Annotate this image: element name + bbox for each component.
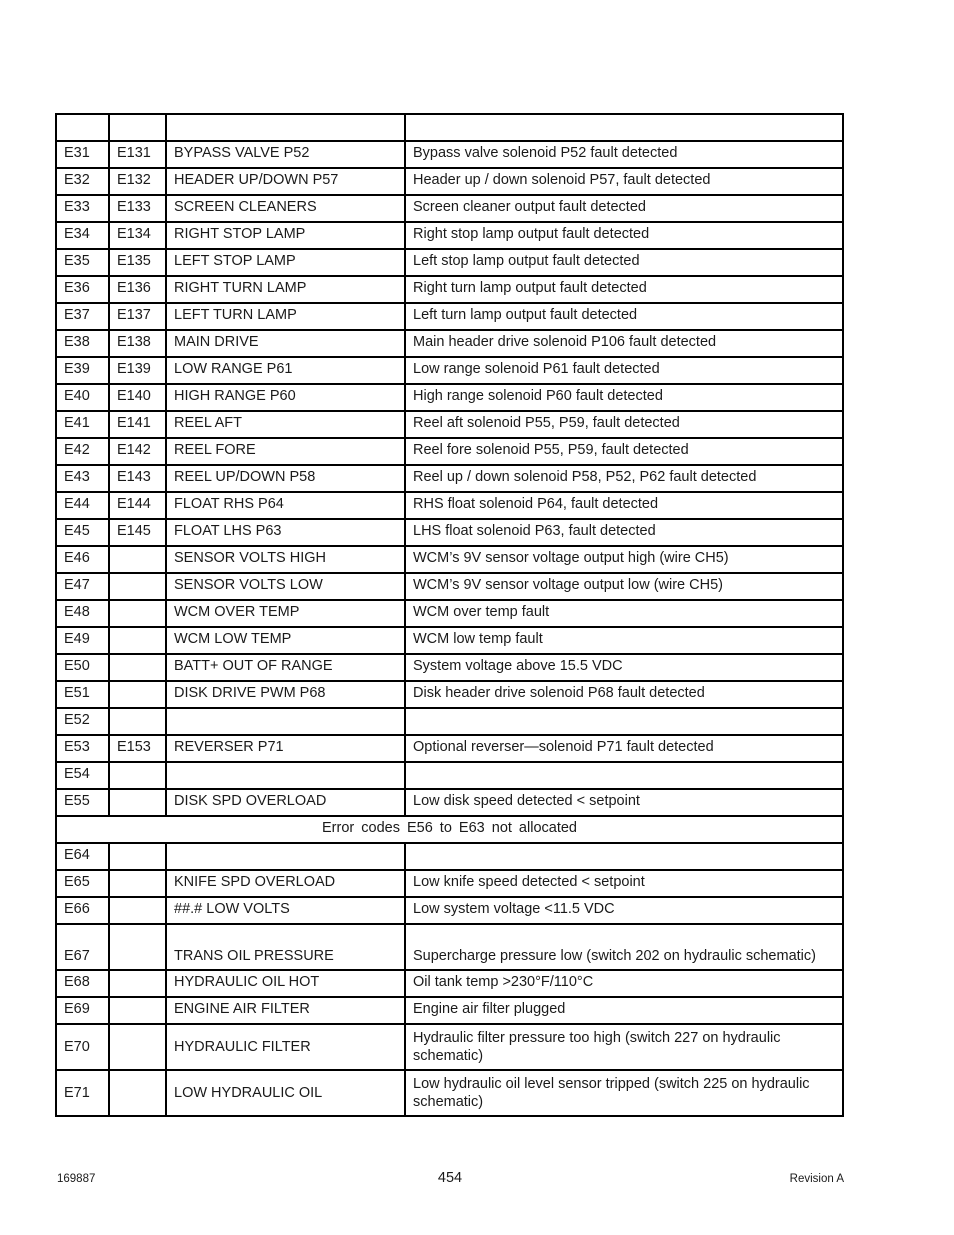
fault-name-cell: REEL AFT [166, 411, 405, 438]
error-code-cell: E69 [56, 997, 109, 1024]
description-cell: RHS float solenoid P64, fault detected [405, 492, 843, 519]
description-cell [405, 708, 843, 735]
table-row [56, 141, 843, 168]
fault-name-cell: SENSOR VOLTS LOW [166, 573, 405, 600]
table-row [56, 573, 843, 600]
alt-code-cell: E153 [109, 735, 166, 762]
table-row [56, 222, 843, 249]
alt-code-cell: E135 [109, 249, 166, 276]
fault-name-cell: REVERSER P71 [166, 735, 405, 762]
alt-code-cell: E138 [109, 330, 166, 357]
alt-code-cell [109, 681, 166, 708]
alt-code-cell [109, 970, 166, 997]
description-cell: Low disk speed detected < setpoint [405, 789, 843, 816]
table-row [56, 816, 843, 843]
table-row [56, 870, 843, 897]
description-cell: Low hydraulic oil level sensor tripped (switch 225 on hydraulic schematic) [405, 1070, 843, 1116]
table-row [56, 897, 843, 924]
fault-name-cell: HYDRAULIC OIL HOT [166, 970, 405, 997]
error-code-cell: E64 [56, 843, 109, 870]
header-cell [109, 114, 166, 141]
description-cell: WCM’s 9V sensor voltage output low (wire CH5) [405, 573, 843, 600]
fault-name-cell: HYDRAULIC FILTER [166, 1024, 405, 1070]
error-code-cell: E35 [56, 249, 109, 276]
fault-name-cell: SENSOR VOLTS HIGH [166, 546, 405, 573]
alt-code-cell [109, 654, 166, 681]
alt-code-cell [109, 924, 166, 970]
description-cell: Screen cleaner output fault detected [405, 195, 843, 222]
fault-name-cell: DISK SPD OVERLOAD [166, 789, 405, 816]
fault-name-cell: BYPASS VALVE P52 [166, 141, 405, 168]
description-cell: WCM over temp fault [405, 600, 843, 627]
table-row [56, 411, 843, 438]
fault-name-cell: DISK DRIVE PWM P68 [166, 681, 405, 708]
table-row [56, 465, 843, 492]
description-cell: Reel aft solenoid P55, P59, fault detected [405, 411, 843, 438]
error-code-cell: E49 [56, 627, 109, 654]
unallocated-note: Error codes E56 to E63 not allocated [56, 816, 843, 843]
header-cell [56, 114, 109, 141]
description-cell: Header up / down solenoid P57, fault detected [405, 168, 843, 195]
alt-code-cell: E143 [109, 465, 166, 492]
fault-name-cell: LEFT STOP LAMP [166, 249, 405, 276]
error-code-cell: E37 [56, 303, 109, 330]
table-row [56, 330, 843, 357]
header-cell [405, 114, 843, 141]
alt-code-cell [109, 897, 166, 924]
table-row [56, 303, 843, 330]
alt-code-cell [109, 870, 166, 897]
header-cell [166, 114, 405, 141]
error-code-cell: E53 [56, 735, 109, 762]
error-code-cell: E33 [56, 195, 109, 222]
error-code-cell: E52 [56, 708, 109, 735]
table-header-row [56, 114, 843, 141]
description-cell: Hydraulic filter pressure too high (switch 227 on hydraulic schematic) [405, 1024, 843, 1070]
alt-code-cell: E144 [109, 492, 166, 519]
table-row [56, 1024, 843, 1070]
error-code-cell: E42 [56, 438, 109, 465]
error-code-cell: E43 [56, 465, 109, 492]
description-cell: Reel up / down solenoid P58, P52, P62 fault detected [405, 465, 843, 492]
error-code-cell: E54 [56, 762, 109, 789]
table-row [56, 357, 843, 384]
fault-name-cell: FLOAT LHS P63 [166, 519, 405, 546]
error-code-cell: E36 [56, 276, 109, 303]
fault-name-cell: WCM LOW TEMP [166, 627, 405, 654]
fault-name-cell [166, 843, 405, 870]
alt-code-cell: E139 [109, 357, 166, 384]
description-cell: Low range solenoid P61 fault detected [405, 357, 843, 384]
table-row [56, 843, 843, 870]
fault-name-cell: REEL UP/DOWN P58 [166, 465, 405, 492]
alt-code-cell [109, 997, 166, 1024]
error-code-cell: E38 [56, 330, 109, 357]
alt-code-cell: E134 [109, 222, 166, 249]
page-number: 454 [437, 1170, 463, 1186]
table-row [56, 600, 843, 627]
error-code-cell: E51 [56, 681, 109, 708]
table-row [56, 546, 843, 573]
alt-code-cell: E133 [109, 195, 166, 222]
alt-code-cell [109, 762, 166, 789]
fault-name-cell [166, 708, 405, 735]
alt-code-cell: E132 [109, 168, 166, 195]
description-cell: WCM low temp fault [405, 627, 843, 654]
fault-name-cell: ENGINE AIR FILTER [166, 997, 405, 1024]
fault-name-cell: BATT+ OUT OF RANGE [166, 654, 405, 681]
alt-code-cell [109, 708, 166, 735]
description-cell: Main header drive solenoid P106 fault detected [405, 330, 843, 357]
alt-code-cell [109, 789, 166, 816]
table-row [56, 997, 843, 1024]
fault-name-cell: RIGHT STOP LAMP [166, 222, 405, 249]
fault-name-cell: LOW RANGE P61 [166, 357, 405, 384]
description-cell [405, 843, 843, 870]
alt-code-cell: E131 [109, 141, 166, 168]
error-code-cell: E31 [56, 141, 109, 168]
fault-name-cell [166, 762, 405, 789]
alt-code-cell [109, 573, 166, 600]
error-code-cell: E46 [56, 546, 109, 573]
error-code-cell: E32 [56, 168, 109, 195]
table-row [56, 681, 843, 708]
table-row [56, 249, 843, 276]
alt-code-cell: E142 [109, 438, 166, 465]
table-row [56, 276, 843, 303]
error-code-cell: E68 [56, 970, 109, 997]
table-row [56, 970, 843, 997]
table-row [56, 627, 843, 654]
fault-name-cell: REEL FORE [166, 438, 405, 465]
alt-code-cell: E140 [109, 384, 166, 411]
alt-code-cell: E145 [109, 519, 166, 546]
error-code-cell: E48 [56, 600, 109, 627]
table-row [56, 735, 843, 762]
error-code-cell: E65 [56, 870, 109, 897]
table-row [56, 924, 843, 970]
description-cell: Supercharge pressure low (switch 202 on hydraulic schematic) [405, 924, 843, 970]
description-cell: WCM’s 9V sensor voltage output high (wire CH5) [405, 546, 843, 573]
description-cell [405, 762, 843, 789]
alt-code-cell [109, 1024, 166, 1070]
error-code-cell: E70 [56, 1024, 109, 1070]
error-code-cell: E40 [56, 384, 109, 411]
table-row [56, 519, 843, 546]
description-cell: Low system voltage <11.5 VDC [405, 897, 843, 924]
table-row [56, 492, 843, 519]
fault-name-cell: HIGH RANGE P60 [166, 384, 405, 411]
alt-code-cell: E141 [109, 411, 166, 438]
description-cell: LHS float solenoid P63, fault detected [405, 519, 843, 546]
fault-name-cell: KNIFE SPD OVERLOAD [166, 870, 405, 897]
error-code-cell: E71 [56, 1070, 109, 1116]
error-code-cell: E66 [56, 897, 109, 924]
fault-name-cell: FLOAT RHS P64 [166, 492, 405, 519]
table-row [56, 789, 843, 816]
error-code-cell: E44 [56, 492, 109, 519]
description-cell: Right turn lamp output fault detected [405, 276, 843, 303]
table-row [56, 168, 843, 195]
error-code-cell: E41 [56, 411, 109, 438]
description-cell: Right stop lamp output fault detected [405, 222, 843, 249]
description-cell: High range solenoid P60 fault detected [405, 384, 843, 411]
description-cell: Reel fore solenoid P55, P59, fault detected [405, 438, 843, 465]
fault-name-cell: ##.# LOW VOLTS [166, 897, 405, 924]
description-cell: Bypass valve solenoid P52 fault detected [405, 141, 843, 168]
fault-name-cell: HEADER UP/DOWN P57 [166, 168, 405, 195]
description-cell: Optional reverser—solenoid P71 fault detected [405, 735, 843, 762]
error-code-cell: E34 [56, 222, 109, 249]
alt-code-cell [109, 600, 166, 627]
description-cell: System voltage above 15.5 VDC [405, 654, 843, 681]
document-number: 169887 [57, 1173, 96, 1185]
table-row [56, 1070, 843, 1116]
fault-name-cell: WCM OVER TEMP [166, 600, 405, 627]
alt-code-cell: E136 [109, 276, 166, 303]
fault-name-cell: SCREEN CLEANERS [166, 195, 405, 222]
fault-name-cell: MAIN DRIVE [166, 330, 405, 357]
fault-name-cell: TRANS OIL PRESSURE [166, 924, 405, 970]
description-cell: Left stop lamp output fault detected [405, 249, 843, 276]
error-code-cell: E50 [56, 654, 109, 681]
table-row [56, 438, 843, 465]
table-row [56, 654, 843, 681]
error-code-cell: E39 [56, 357, 109, 384]
fault-name-cell: LEFT TURN LAMP [166, 303, 405, 330]
description-cell: Left turn lamp output fault detected [405, 303, 843, 330]
fault-name-cell: RIGHT TURN LAMP [166, 276, 405, 303]
description-cell: Low knife speed detected < setpoint [405, 870, 843, 897]
alt-code-cell: E137 [109, 303, 166, 330]
table-row [56, 384, 843, 411]
alt-code-cell [109, 1070, 166, 1116]
description-cell: Oil tank temp >230°F/110°C [405, 970, 843, 997]
fault-name-cell: LOW HYDRAULIC OIL [166, 1070, 405, 1116]
error-code-cell: E45 [56, 519, 109, 546]
table-row [56, 708, 843, 735]
table-row [56, 195, 843, 222]
description-cell: Disk header drive solenoid P68 fault detected [405, 681, 843, 708]
error-code-table [55, 113, 844, 1117]
revision-label: Revision A [789, 1173, 844, 1185]
error-code-cell: E47 [56, 573, 109, 600]
description-cell: Engine air filter plugged [405, 997, 843, 1024]
alt-code-cell [109, 546, 166, 573]
error-code-cell: E67 [56, 924, 109, 970]
error-code-cell: E55 [56, 789, 109, 816]
alt-code-cell [109, 843, 166, 870]
table-row [56, 762, 843, 789]
alt-code-cell [109, 627, 166, 654]
